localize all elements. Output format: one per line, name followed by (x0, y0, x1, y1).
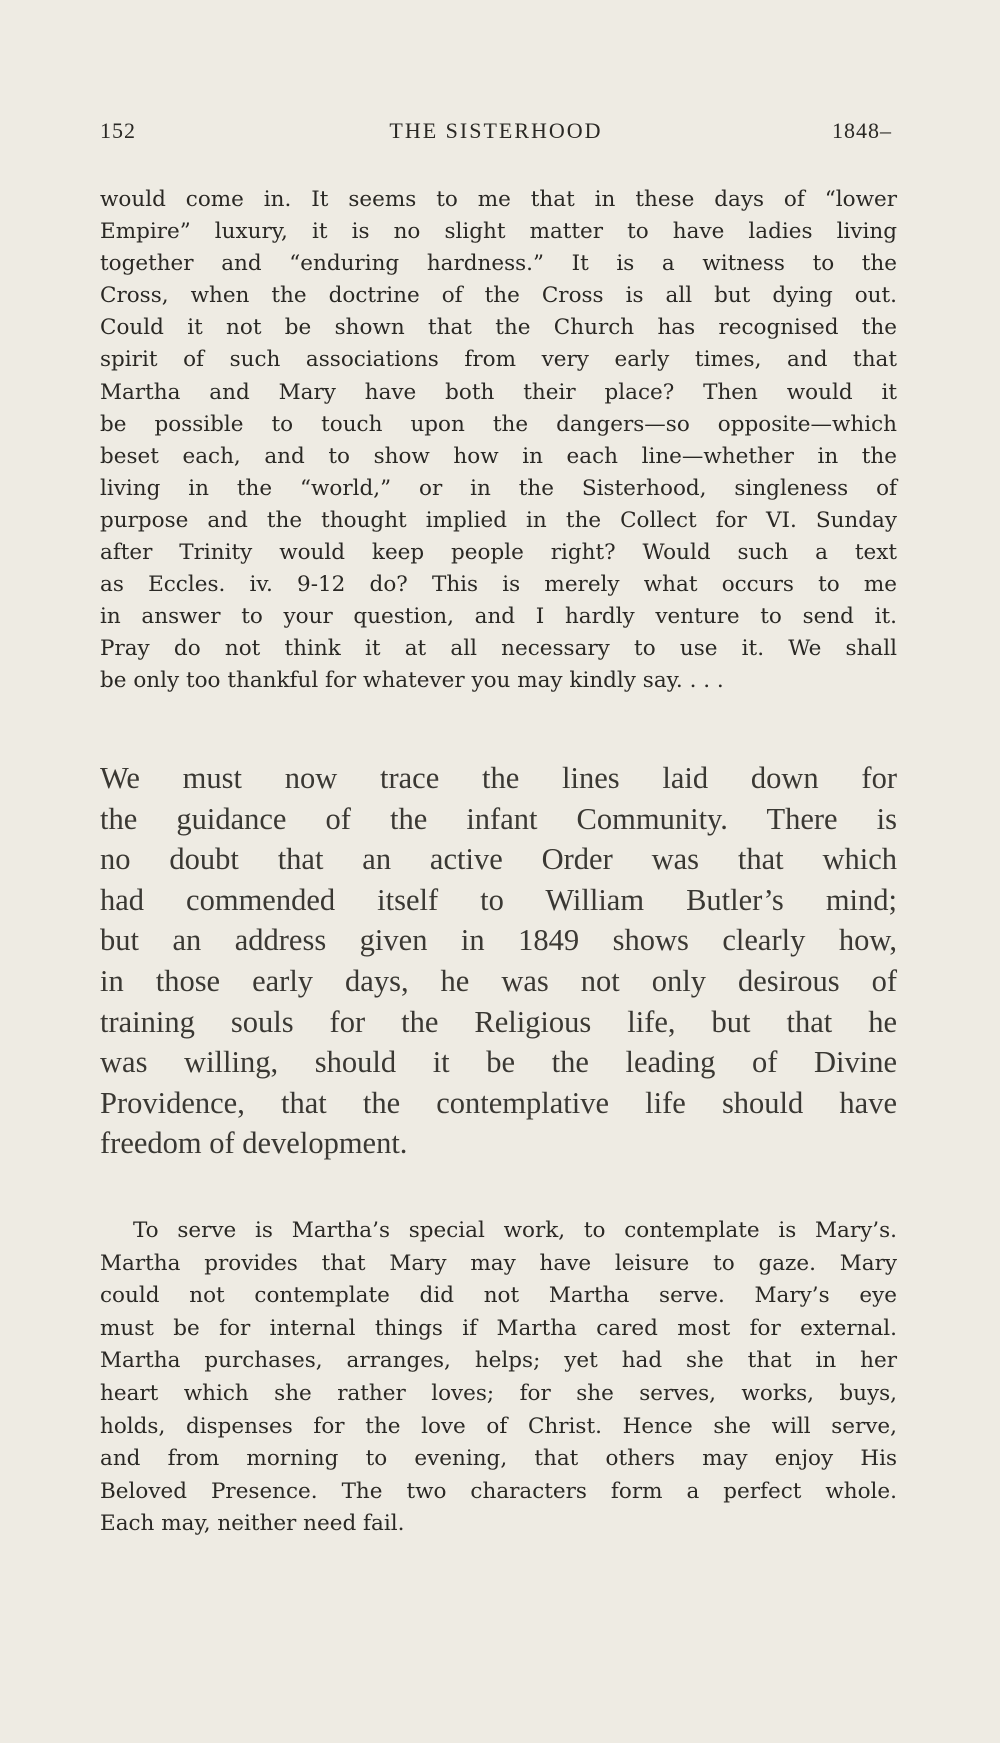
running-date: 1848– (832, 118, 892, 143)
letter-line: together and “enduring hardness.” It is a witness to the (100, 251, 897, 277)
main-line: training souls for the Religious life, but that he (100, 1004, 897, 1039)
letter-line: beset each, and to show how in each line—whether in the (100, 443, 897, 469)
main-line: but an address given in 1849 shows clearly how, (100, 923, 897, 958)
page-number: 152 (100, 118, 136, 143)
letter-line: Empire” luxury, it is no slight matter to have ladies living (100, 219, 897, 245)
quote-line: and from morning to evening, that others may enjoy His (100, 1446, 897, 1472)
main-line: no doubt that an active Order was that which (100, 842, 897, 877)
main-line: in those early days, he was not only desirous of (100, 963, 897, 998)
letter-line: be possible to touch upon the dangers—so opposite—which (100, 411, 897, 437)
address-quote (100, 1215, 897, 1541)
quote-line: Martha purchases, arranges, helps; yet had she that in her (100, 1348, 897, 1374)
letter-line: living in the “world,” or in the Sisterhood, singleness of (100, 475, 897, 501)
main-paragraph (100, 758, 897, 1164)
letter-line: Pray do not think it at all necessary to use it. We shall (100, 636, 897, 662)
letter-line: would come in. It seems to me that in these days of “lower (100, 187, 897, 212)
quote-line: Beloved Presence. The two characters form a perfect whole. (100, 1478, 897, 1504)
quote-line: To serve is Martha’s special work, to contemplate is Mary’s. (133, 1218, 897, 1243)
main-line: Providence, that the contemplative life should have (100, 1085, 897, 1120)
letter-line: after Trinity would keep people right? Would such a text (100, 540, 897, 566)
letter-line: Cross, when the doctrine of the Cross is all but dying out. (100, 283, 897, 309)
main-line: We must now trace the lines laid down for (100, 761, 897, 795)
letter-line: in answer to your question, and I hardly venture to send it. (100, 604, 897, 630)
quote-line: must be for internal things if Martha cared most for external. (100, 1315, 897, 1341)
main-line: was willing, should it be the leading of Divine (100, 1045, 897, 1080)
letter-line: purpose and the thought implied in the Collect for VI. Sunday (100, 507, 897, 533)
quote-line: heart which she rather loves; for she serves, works, buys, (100, 1380, 897, 1406)
letter-line: as Eccles. iv. 9-12 do? This is merely what occurs to me (100, 572, 897, 598)
letter-line: spirit of such associations from very early times, and that (100, 347, 897, 373)
letter-line: Martha and Mary have both their place? Then would it (100, 379, 897, 405)
quote-line: holds, dispenses for the love of Christ. Hence she will serve, (100, 1413, 897, 1439)
letter-line: be only too thankful for whatever you may kindly say. . . . (100, 668, 724, 694)
main-line: had commended itself to William Butler’s mind; (100, 882, 897, 917)
letter-excerpt (100, 184, 897, 698)
quote-line: Each may, neither need fail. (100, 1511, 405, 1537)
letter-line: Could it not be shown that the Church has recognised the (100, 315, 897, 341)
running-head (100, 118, 892, 150)
running-title: THE SISTERHOOD (389, 118, 603, 143)
main-line: freedom of development. (100, 1126, 408, 1161)
quote-line: could not contemplate did not Martha serve. Mary’s eye (100, 1283, 897, 1309)
main-line: the guidance of the infant Community. There is (100, 801, 897, 836)
quote-line: Martha provides that Mary may have leisure to gaze. Mary (100, 1250, 897, 1276)
